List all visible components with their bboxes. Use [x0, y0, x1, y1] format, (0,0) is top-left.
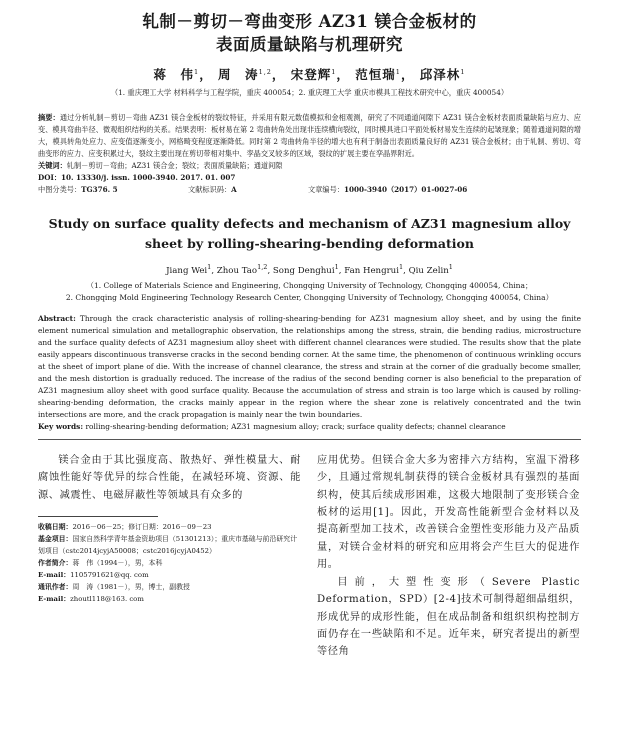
cls-label: 中图分类号：: [38, 185, 82, 194]
article-no-label: 文章编号：: [308, 185, 344, 194]
article-no-value: 1000-3940（2017）01-0027-06: [343, 185, 468, 194]
en-author: Zhou Tao$^{1,2}$: [216, 263, 268, 276]
footnote-author: 作者简介：蒋 伟（1994－），男，本科: [38, 559, 163, 568]
en-affiliation-line2: 2. Chongqing Mold Engineering Technology Research Center, Chongqing University of Technology, Chongqing 400054, China）: [65, 293, 554, 303]
en-affiliation: [38, 280, 581, 305]
body-columns: [38, 452, 581, 661]
footnote-rule: [38, 516, 158, 517]
cn-abstract-label: 摘要：: [38, 113, 60, 122]
en-authors: Jiang Wei$^1$, Zhou Tao$^{1,2}$, Song Denghui$^1$, Fan Hengrui$^1$, Qiu Zelin$^1$: [166, 263, 453, 276]
en-affiliation-line1: （1. College of Materials Science and Engineering, Chongqing University of Technology, Chongqing 400054, China；: [86, 280, 533, 290]
cn-affiliation: （1. 重庆理工大学 材料科学与工程学院，重庆 400054；2. 重庆理工大学 重庆市模具工程技术研究中心，重庆 400054）: [110, 88, 509, 97]
cn-author: 邱泽林$^1$: [419, 67, 466, 82]
section-divider: [38, 439, 581, 440]
right-paragraph-1: 应用优势。但镁合金大多为密排六方结构，室温下滑移少，且通过常规轧制获得的镁合金板材具有强烈的基面织构，使其后续成形困难，这极大地限制了变形镁合金板材的运用[1]。因此，开发高性能新型合金材料以及提高新型加工技术，改善镁合金塑性变形能力及产品质量，对镁合金材料的研究和应用将会产生巨大的促进作用。: [317, 454, 580, 571]
cn-author: 蒋 伟$^1$: [153, 67, 200, 82]
en-keywords-label: Key words:: [38, 421, 84, 431]
paper-page: [0, 10, 619, 740]
footnote-email2: E-mail：zhoutl118@163. com: [38, 595, 144, 604]
footnote-received: 收稿日期：2016－06－25；修订日期：2016－09－23: [38, 523, 212, 532]
en-title-line2: sheet by rolling-shearing-bending deformation: [145, 236, 474, 251]
cn-keywords: [38, 160, 581, 172]
en-abstract-text: Through the crack characteristic analysis of rolling-shearing-bending for AZ31 magnesium alloy sheet, and by using the finite element numerical simulation and metallographic observation, the relationships among the stress, strain, die bending radius, microstructure and the surface quality defects of AZ31 magnesium alloy sheet with different channel clearances were studied. The results show that the plate easily appears discontinuous transverse cracks in the second bending corner. At the same time, the phenomenon of continuous wrinkling occurs at the sheet of import plane of die. With the increase of channel clearance, the stress and strain at the corner of die gradually become smaller, and the mesh distortion is gradually reduced. The increase of the radius of the second bending corner is also beneficial to the preparation of AZ31 magnesium alloy sheet with good surface quality. Because the accumulation of stress and strain is too large which is caused by rolling-shearing-bending deformation, the cracks mainly appear in the region where the shear zone is relatively concentrated and the twin intersections are more, and the crack propagation is mainly near the twin boundaries.: [38, 313, 581, 419]
en-abstract: [38, 313, 581, 421]
doi-label: DOI：: [38, 173, 62, 182]
cn-title-line2: 表面质量缺陷与机理研究: [216, 35, 403, 54]
footnote-email1: E-mail：1105791621@qq. com: [38, 571, 149, 580]
footnote-fund: 基金项目：国家自然科学青年基金资助项目（51301213）；重庆市基础与前沿研究计划项目（cstc2014jcyjA50008；cstc2016jcyjA0452）: [38, 535, 298, 556]
doc-code-value: A: [231, 185, 237, 194]
footnote-corresponding: 通讯作者：周 涛（1981－），男，博士，副教授: [38, 583, 190, 592]
cn-title: [38, 10, 581, 56]
footnotes: [38, 521, 301, 605]
cn-author: 宋登辉$^1$: [290, 67, 337, 82]
en-author: Jiang Wei$^1$: [166, 263, 212, 276]
classification-row: [38, 184, 581, 196]
en-keywords-text: rolling-shearing-bending deformation; AZ31 magnesium alloy; crack; surface quality defects; channel clearance: [85, 421, 506, 431]
doi-value: 10. 13330/j. issn. 1000-3940. 2017. 01. 007: [61, 173, 236, 182]
doc-code-label: 文献标识码：: [188, 185, 232, 194]
en-abstract-label: Abstract:: [38, 313, 76, 323]
en-author: Fan Hengrui$^1$: [344, 263, 404, 276]
cn-author: 范恒瑞$^1$: [355, 67, 401, 82]
cn-title-line1: 轧制－剪切－弯曲变形 AZ31 镁合金板材的: [142, 12, 477, 31]
en-title-line1: Study on surface quality defects and mechanism of AZ31 magnesium alloy: [48, 216, 571, 231]
right-column: [317, 452, 580, 661]
cls-value: TG376. 5: [81, 185, 118, 194]
left-paragraph: 镁合金由于其比强度高、散热好、弹性模量大、耐腐蚀性能好等优异的综合性能，在减轻环境、资源、能源、减震性、电磁屏蔽性等领域具有众多的: [38, 454, 301, 501]
cn-abstract-text: 通过分析轧制－剪切－弯曲 AZ31 镁合金板材的裂纹特征，并采用有限元数值模拟和金相观测，研究了不同通道间隙下 AZ31 镁合金板材表面质量缺陷与应力、应变、模具弯曲半径、微观组织结构的关系。结果表明：板材易在第 2 弯曲转角处出现非连续横向裂纹，同时模具进口平面处板材易发生连续的起皱现象；随着通道间隙的增大，模具转角处应力、应变值逐渐变小，网格畸变程度逐渐降低。同时第 2 弯曲转角半径的增大也有利于制备出表面质量良好的 AZ31 镁合金板材；由于轧制、剪切、弯曲变形的应力、应变积累过大，裂纹主要出现在剪切带相对集中、孪晶交叉较多的区域，裂纹的扩展主要在孪晶界附近。: [38, 113, 581, 158]
doi-line: [38, 172, 581, 184]
en-author: Song Denghui$^1$: [272, 263, 339, 276]
cn-authors: 蒋 伟$^1$， 周 涛$^{1,2}$， 宋登辉$^1$， 范恒瑞$^1$， 邱泽林$^1$: [153, 67, 466, 82]
cn-keywords-text: 轧制－剪切－弯曲；AZ31 镁合金；裂纹；表面质量缺陷；通道间隙: [66, 161, 283, 170]
left-column: [38, 452, 301, 661]
right-paragraph-2: 目前，大塑性变形（Severe Plastic Deformation，SPD）[2-4]技术可制得超细晶组织，形成优异的成形性能，但在成品制备和组织织构控制方面仍存在一些缺陷和不足。近年来，研究者提出的新型等径角: [317, 576, 580, 658]
cn-author: 周 涛$^{1,2}$: [218, 67, 272, 82]
cn-abstract: [38, 112, 581, 160]
cn-keywords-label: 关键词：: [38, 161, 67, 170]
en-keywords: [38, 421, 581, 433]
en-author: Qiu Zelin$^1$: [408, 263, 453, 276]
en-title: [38, 214, 581, 254]
